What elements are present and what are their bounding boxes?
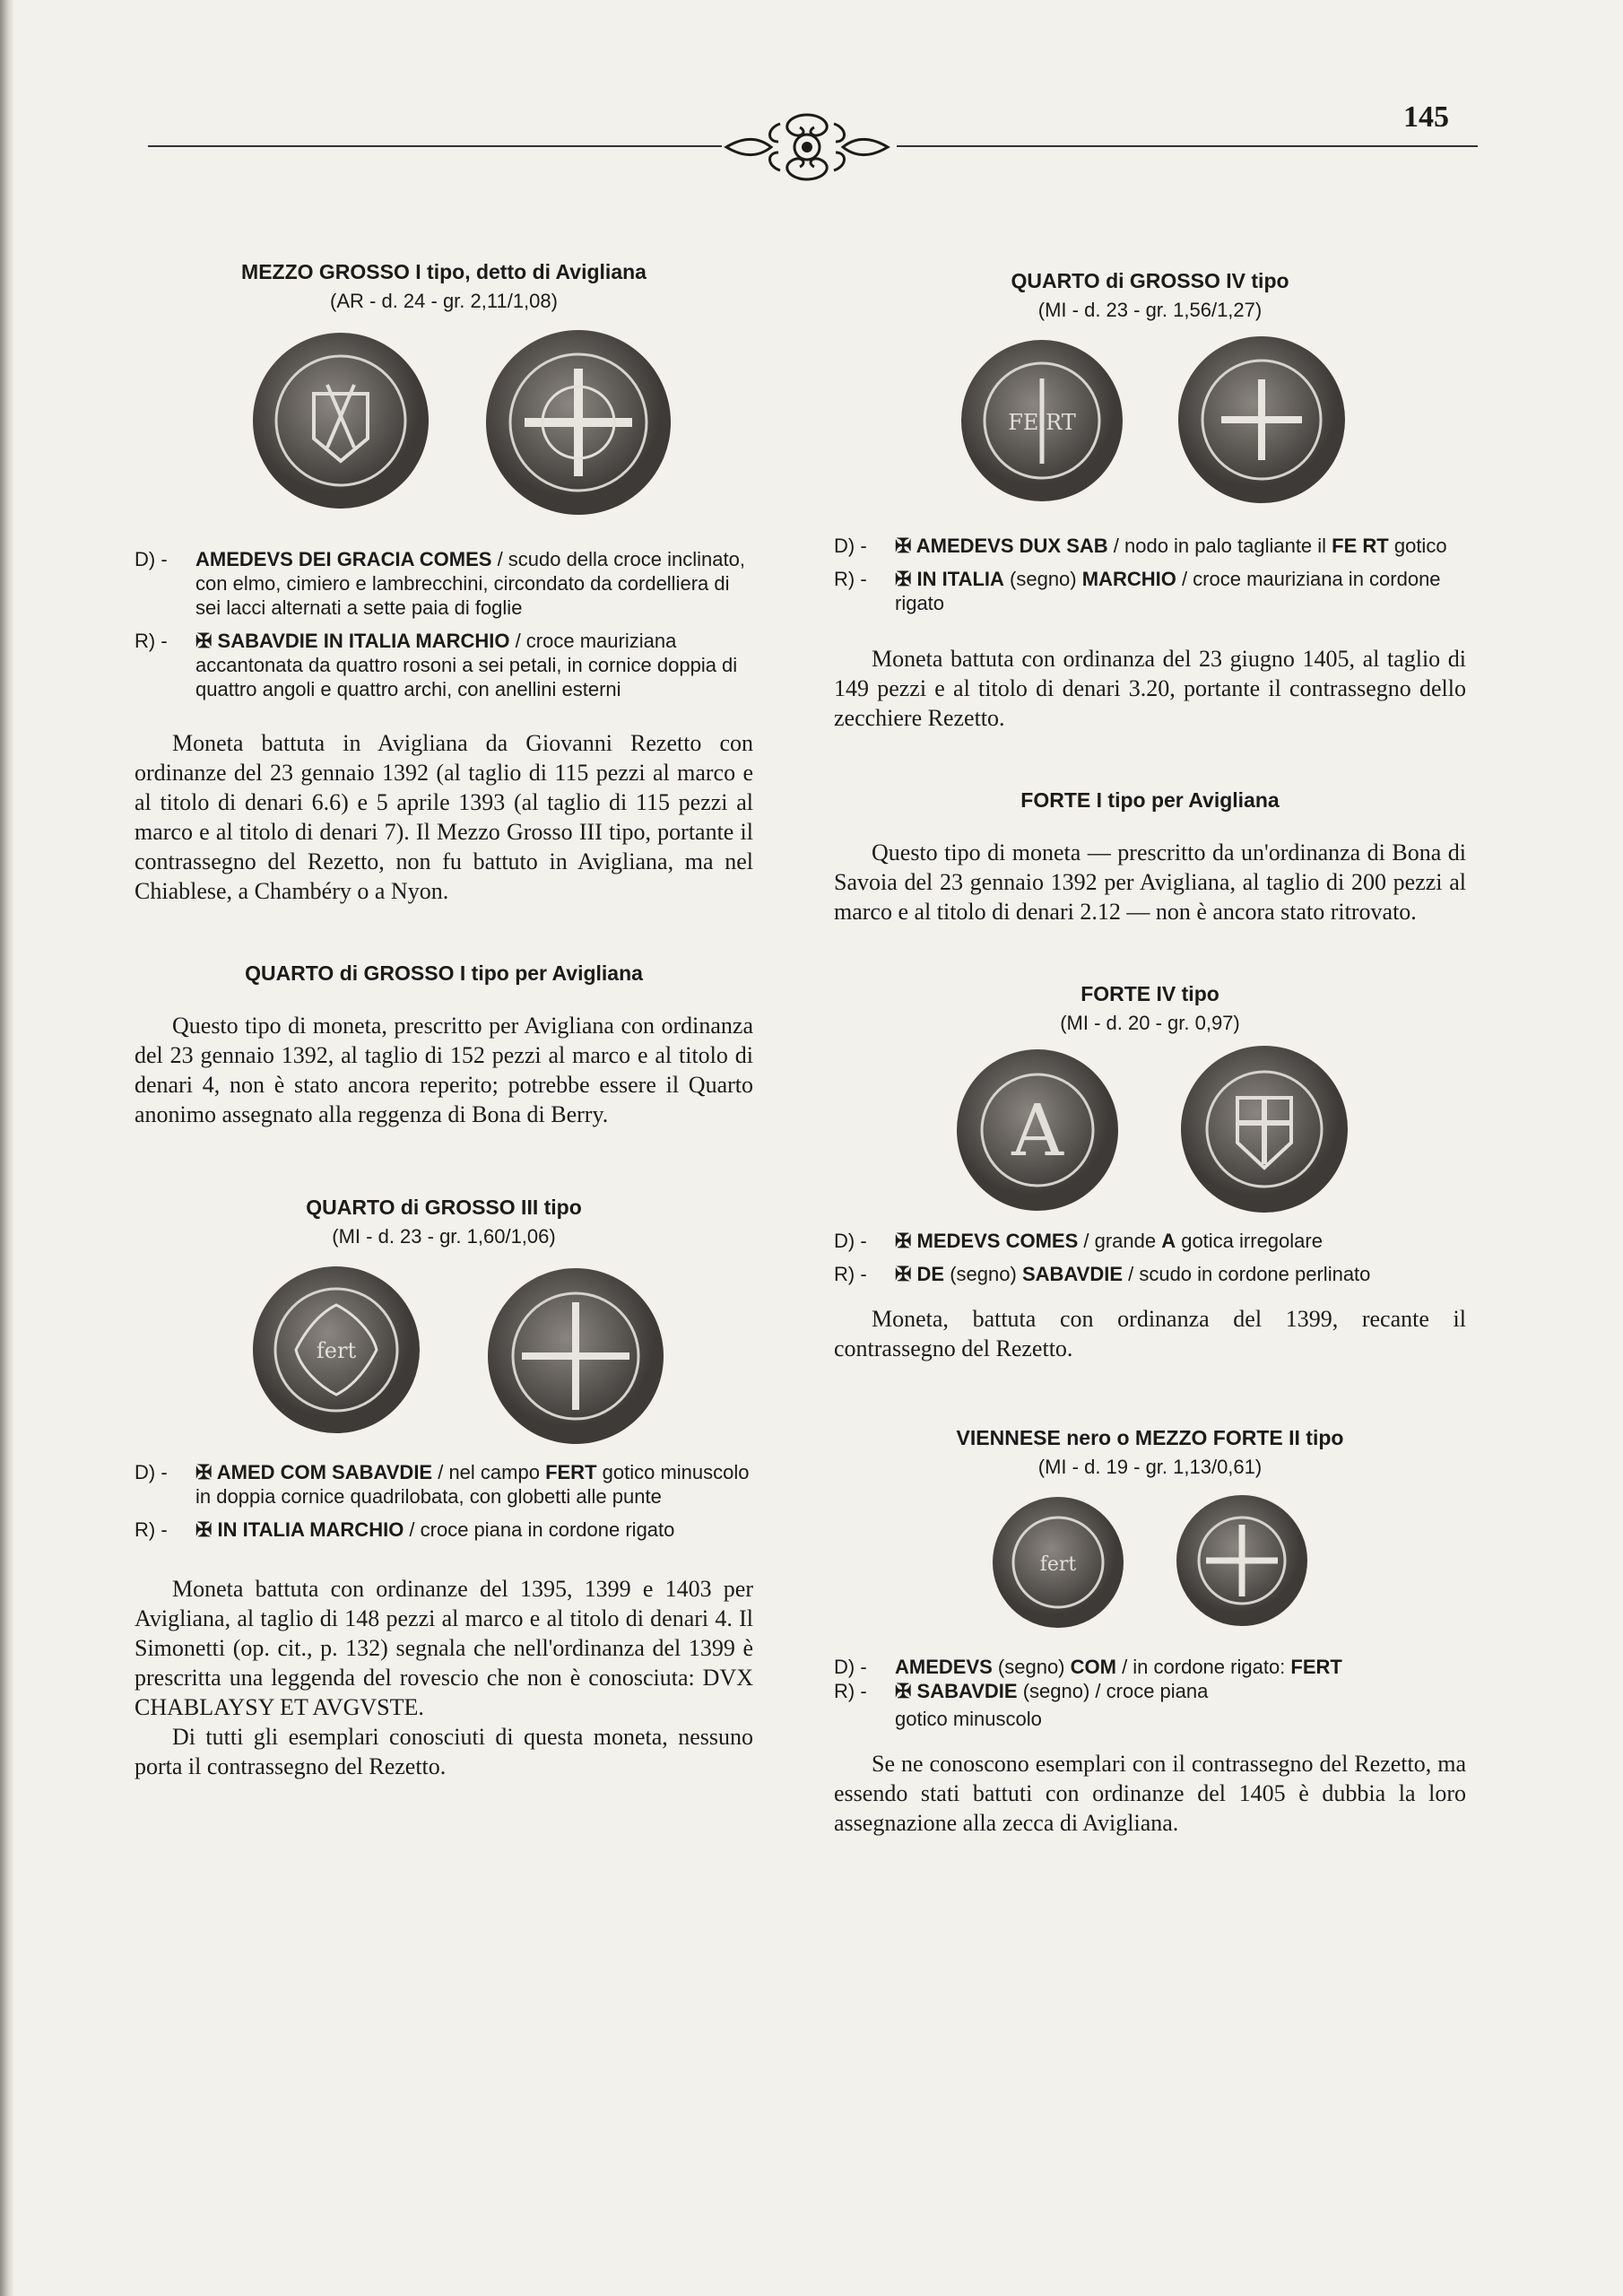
forte-iv-obverse-legend	[834, 1229, 1466, 1253]
header-rule-right	[897, 145, 1478, 147]
obverse-tag: D) -	[135, 1461, 168, 1483]
forte-iv-heading: FORTE IV tipo	[1081, 982, 1219, 1005]
svg-text:fert: fert	[316, 1338, 357, 1363]
coin-reverse-icon	[1179, 1044, 1350, 1214]
forte-iv-paragraph	[834, 1304, 1466, 1363]
quarto-iv-spec: (MI - d. 23 - gr. 1,56/1,27)	[1037, 299, 1263, 321]
coin-reverse-icon	[484, 328, 673, 517]
paragraph-text: Di tutti gli esemplari conosciuti di questa moneta, nessuno porta il contrassegno del Rezetto.	[135, 1724, 753, 1779]
quarto-iv-heading: QUARTO di GROSSO IV tipo	[1011, 269, 1289, 292]
mezzo-grosso-reverse-legend	[135, 629, 753, 701]
obverse-inscription: ✠ AMED COM SABAVDIE	[195, 1461, 433, 1483]
coin-obverse-icon	[955, 1048, 1121, 1213]
obverse-description: / nodo in palo tagliante il	[1107, 535, 1332, 557]
obverse-tag: D) -	[834, 1230, 867, 1252]
obverse-description: / scudo della croce inclinato, con elmo, cimiero e lambrecchini, circondato da cordelliera di sei lacci alternati a sette paia di foglie	[195, 548, 745, 619]
quarto-iv-reverse-legend	[834, 567, 1466, 615]
reverse-inscription: ✠ DE	[895, 1263, 945, 1285]
obverse-description: / in cordone rigato:	[1115, 1656, 1291, 1678]
quarto-iv-obverse-legend	[834, 534, 1466, 558]
reverse-tag: R) -	[834, 1680, 867, 1702]
forte-iv-reverse-legend	[834, 1262, 1466, 1286]
quarto-iv-paragraph	[834, 644, 1466, 733]
reverse-inscription-cont: SABAVDIE	[1021, 1263, 1123, 1285]
obverse-description: / nel campo	[432, 1461, 546, 1483]
obverse-field-inscription: FE RT	[1332, 535, 1389, 557]
quarto-iii-coins	[135, 1257, 753, 1437]
svg-text:A: A	[1011, 1089, 1063, 1172]
obverse-inscription-cont: COM	[1070, 1656, 1116, 1678]
obverse-field-inscription: FERT	[545, 1461, 597, 1483]
quarto-i-paragraph	[135, 1011, 753, 1129]
forte-iv-spec: (MI - d. 20 - gr. 0,97)	[1060, 1012, 1240, 1034]
obverse-inscription: AMEDEVS	[895, 1656, 993, 1678]
viennese-heading: VIENNESE nero o MEZZO FORTE II tipo	[956, 1426, 1344, 1449]
reverse-description: / croce mauriziana in cordone rigato	[895, 568, 1441, 614]
mezzo-grosso-spec: (AR - d. 24 - gr. 2,11/1,08)	[330, 290, 558, 312]
reverse-inscription: ✠ SABAVDIE	[895, 1680, 1018, 1702]
reverse-tag: R) -	[135, 630, 168, 652]
coin-reverse-icon	[486, 1266, 665, 1446]
reverse-description: / croce piana in cordone rigato	[404, 1518, 675, 1541]
obverse-inscription: AMEDEVS DEI GRACIA COMES	[195, 548, 492, 570]
quarto-iii-spec: (MI - d. 23 - gr. 1,60/1,06)	[332, 1225, 556, 1248]
reverse-tag: R) -	[135, 1518, 168, 1541]
viennese-paragraph	[834, 1749, 1466, 1838]
mezzo-grosso-coins	[135, 324, 753, 517]
right-column	[834, 269, 1466, 1838]
mezzo-grosso-heading: MEZZO GROSSO I tipo, detto di Avigliana	[241, 260, 647, 283]
left-column	[135, 260, 753, 1781]
obverse-inscription: ✠ MEDEVS COMES	[895, 1230, 1079, 1252]
obverse-inscription: ✠ AMEDEVS DUX SAB	[895, 535, 1108, 557]
obverse-sign: (segno)	[992, 1656, 1071, 1678]
paragraph-text: Se ne conoscono esemplari con il contrassegno del Rezetto, ma essendo stati battuti con ordinanze del 1405 è dubbia la loro assegnazione alla zecca di Avigliana.	[834, 1751, 1466, 1836]
quarto-iv-coins	[834, 329, 1466, 509]
forte-i-paragraph	[834, 838, 1466, 926]
paragraph-text: Moneta battuta con ordinanze del 1395, 1399 e 1403 per Avigliana, al taglio di 148 pezzi al marco e al titolo di denari 4. Il Simonetti (op. cit., p. 132) segnala che nell'ordinanza del 1399 è prescritta una leggenda del rovescio che non è conosciuta: DVX CHABLAYSY ET AVGVSTE.	[135, 1576, 753, 1720]
quarto-iii-paragraph-2	[135, 1722, 753, 1781]
page-number: 145	[1403, 100, 1449, 134]
paragraph-text: Moneta, battuta con ordinanza del 1399, recante il contrassegno del Rezetto.	[834, 1306, 1466, 1361]
header-ornament-icon	[717, 106, 897, 188]
obverse-description-cont: gotico	[1388, 535, 1447, 557]
obverse-description: / grande	[1078, 1230, 1162, 1252]
obverse-field-inscription: FERT	[1290, 1656, 1342, 1678]
page-edge	[0, 0, 14, 2296]
quarto-iii-paragraph-1	[135, 1574, 753, 1722]
header-rule-left	[148, 145, 722, 147]
coin-reverse-icon	[1175, 1493, 1309, 1628]
reverse-inscription: ✠ IN ITALIA	[895, 568, 1004, 590]
reverse-inscription-cont: MARCHIO	[1081, 568, 1176, 590]
obverse-field-inscription: A	[1161, 1230, 1176, 1252]
reverse-sign: (segno)	[944, 1263, 1022, 1285]
coin-obverse-icon	[959, 338, 1125, 504]
coin-obverse-icon	[251, 1265, 421, 1435]
reverse-inscription: ✠ SABAVDIE IN ITALIA MARCHIO	[195, 630, 510, 652]
forte-iv-coins	[834, 1042, 1466, 1213]
reverse-description: / croce mauriziana accantonata da quattro rosoni a sei petali, in cornice doppia di quattro angoli e quattro archi, con anellini esterni	[195, 630, 738, 700]
paragraph-text: Questo tipo di moneta, prescritto per Avigliana con ordinanza del 23 gennaio 1392, al taglio di 152 pezzi al marco e al titolo di denari 4, non è stato ancora reperito; potrebbe essere il Quarto anonimo assegnato alla reggenza di Bona di Berry.	[135, 1013, 753, 1127]
obverse-description-cont: gotica irregolare	[1176, 1230, 1323, 1252]
mezzo-grosso-obverse-legend	[135, 547, 753, 620]
paragraph-text: Moneta battuta in Avigliana da Giovanni Rezetto con ordinanze del 23 gennaio 1392 (al taglio di 115 pezzi al marco e al titolo di denari 6.6) e 5 aprile 1393 (al taglio di 115 pezzi al marco e al titolo di denari 7). Il Mezzo Grosso III tipo, portante il contrassegno del Rezetto, non fu battuto in Avigliana, ma nel Chiablese, a Chambéry o a Nyon.	[135, 730, 753, 904]
obverse-tag: D) -	[834, 1656, 867, 1678]
viennese-coins	[834, 1486, 1466, 1639]
quarto-iii-heading: QUARTO di GROSSO III tipo	[306, 1196, 582, 1219]
reverse-description: / scudo in cordone perlinato	[1123, 1263, 1371, 1285]
viennese-reverse-legend	[834, 1679, 1466, 1703]
coin-obverse-icon	[251, 331, 430, 510]
reverse-tag: R) -	[834, 1263, 867, 1285]
obverse-tag: D) -	[834, 535, 867, 557]
obverse-tag: D) -	[135, 548, 168, 570]
coin-reverse-icon	[1176, 335, 1347, 505]
svg-text:FE RT: FE RT	[1008, 410, 1076, 435]
viennese-obverse-legend	[834, 1655, 1466, 1679]
reverse-tag: R) -	[834, 568, 867, 590]
viennese-spec: (MI - d. 19 - gr. 1,13/0,61)	[1037, 1456, 1263, 1478]
obverse-description-cont: gotico minuscolo in doppia cornice quadrilobata, con globetti alle punte	[195, 1461, 750, 1508]
mezzo-grosso-paragraph	[135, 728, 753, 906]
paragraph-text: Questo tipo di moneta — prescritto da un'ordinanza di Bona di Savoia del 23 gennaio 1392 per Avigliana, al taglio di 200 pezzi al marco e al titolo di denari 2.12 — non è ancora stato ritrovato.	[834, 839, 1466, 925]
reverse-description: (segno) / croce piana	[1017, 1680, 1209, 1702]
quarto-iii-reverse-legend	[135, 1518, 753, 1542]
reverse-sign: (segno)	[1003, 568, 1082, 590]
reverse-inscription: ✠ IN ITALIA MARCHIO	[195, 1518, 404, 1541]
coin-obverse-icon	[991, 1495, 1125, 1630]
paragraph-text: Moneta battuta con ordinanza del 23 giugno 1405, al taglio di 149 pezzi e al titolo di denari 3.20, portante il contrassegno dello zecchiere Rezetto.	[834, 646, 1466, 731]
quarto-i-heading: QUARTO di GROSSO I tipo per Avigliana	[245, 961, 643, 985]
quarto-iii-obverse-legend	[135, 1460, 753, 1509]
svg-text:fert: fert	[1039, 1553, 1077, 1576]
viennese-field-note: gotico minuscolo	[895, 1708, 1042, 1730]
forte-i-heading: FORTE I tipo per Avigliana	[1020, 788, 1280, 812]
